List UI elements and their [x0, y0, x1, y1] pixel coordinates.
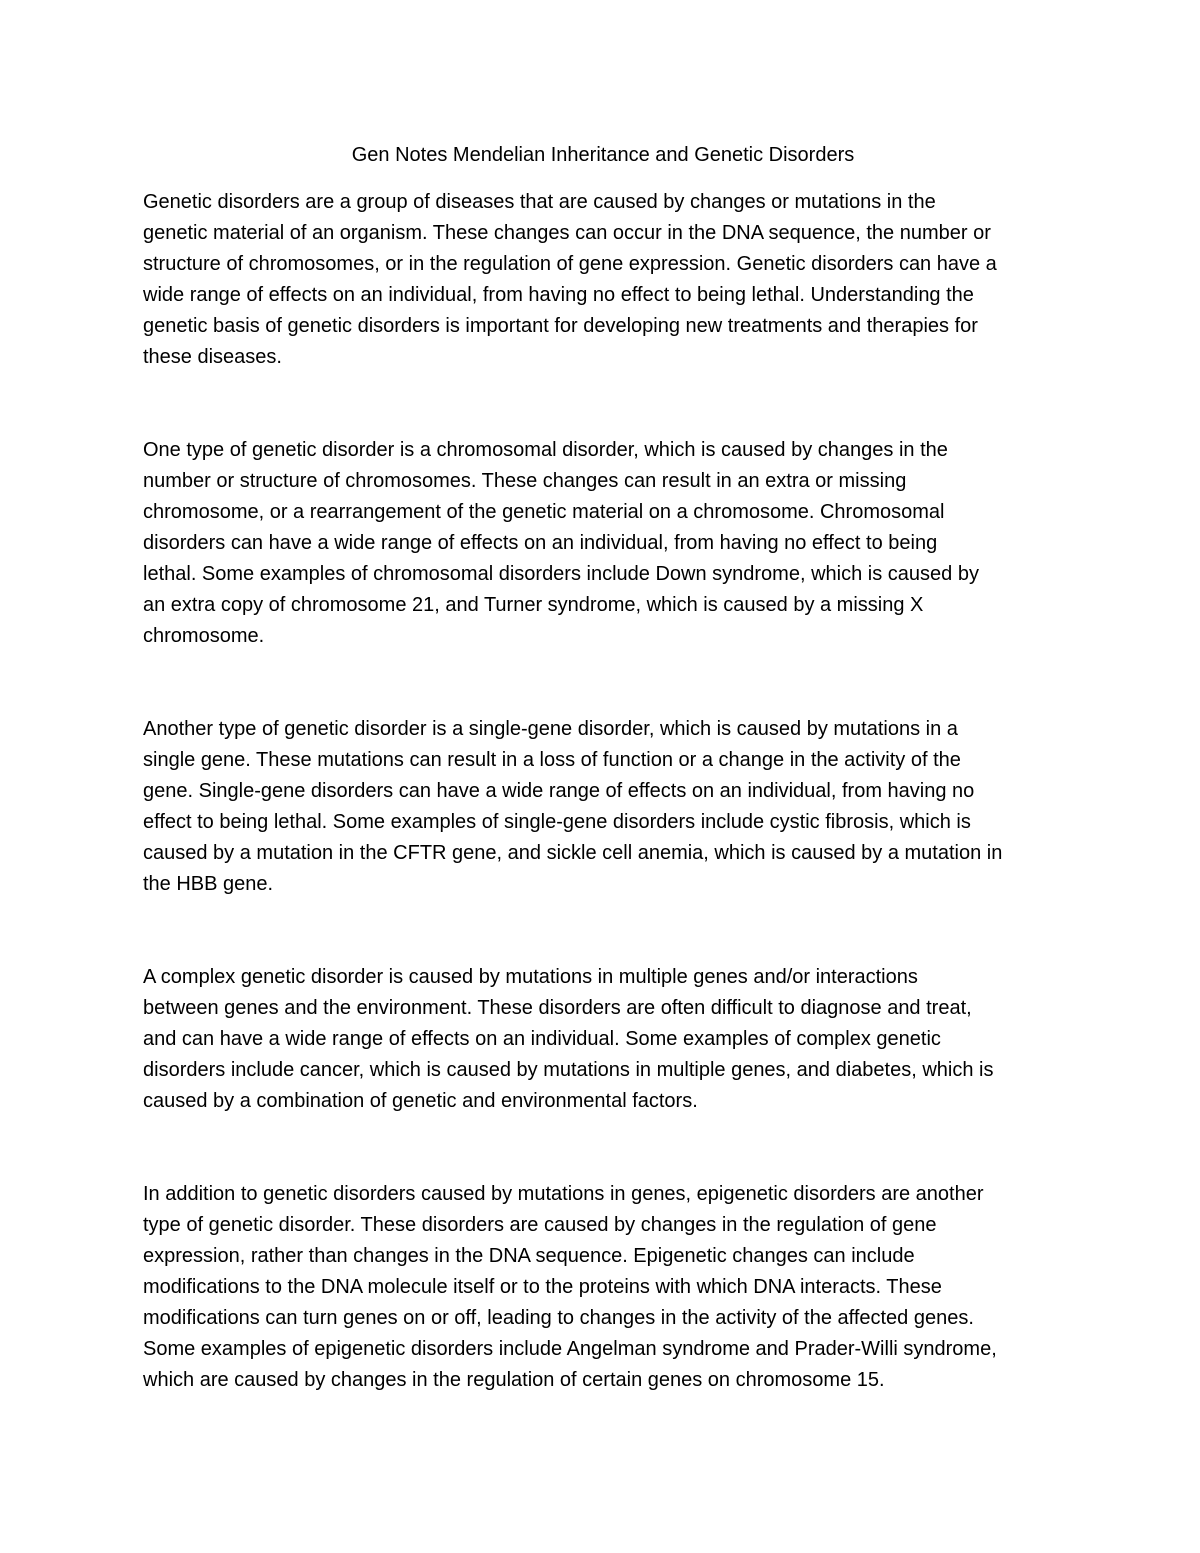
- paragraph-epigenetic-disorders: In addition to genetic disorders caused by mutations in genes, epigenetic disorders are another type of genetic disorder. These disorders are caused by changes in the regulation of gene expression, rather than changes in the DNA sequence. Epigenetic changes can include modifications to the DNA molecule itself or to the proteins with which DNA interacts. These modifications can turn genes on or off, leading to changes in the activity of the affected genes. Some examples of epigenetic disorders include Angelman syndrome and Prader-Willi syndrome, which are caused by changes in the regulation of certain genes on chromosome 15.: [143, 1183, 997, 1391]
- paragraph-complex-genetic-disorders: A complex genetic disorder is caused by mutations in multiple genes and/or interactions between genes and the environment. These disorders are often difficult to diagnose and treat, and can have a wide range of effects on an individual. Some examples of complex genetic disorders include cancer, which is caused by mutations in multiple genes, and diabetes, which is caused by a combination of genetic and environmental factors.: [143, 966, 994, 1112]
- paragraph-genetic-disorders-intro: Genetic disorders are a group of diseases that are caused by changes or mutations in the genetic material of an organism. These changes can occur in the DNA sequence, the number or structure of chromosomes, or in the regulation of gene expression. Genetic disorders can have a wide range of effects on an individual, from having no effect to being lethal. Understanding the genetic basis of genetic disorders is important for developing new treatments and therapies for these diseases.: [143, 191, 997, 368]
- paragraph-single-gene-disorders: Another type of genetic disorder is a single-gene disorder, which is caused by mutations in a single gene. These mutations can result in a loss of function or a change in the activity of the gene. Single-gene disorders can have a wide range of effects on an individual, from having no effect to being lethal. Some examples of single-gene disorders include cystic fibrosis, which is caused by a mutation in the CFTR gene, and sickle cell anemia, which is caused by a mutation in the HBB gene.: [143, 718, 1003, 895]
- document-title: Gen Notes Mendelian Inheritance and Genetic Disorders: [351, 144, 855, 166]
- paragraph-chromosomal-disorders: One type of genetic disorder is a chromosomal disorder, which is caused by changes in the number or structure of chromosomes. These changes can result in an extra or missing chromosome, or a rearrangement of the genetic material on a chromosome. Chromosomal disorders can have a wide range of effects on an individual, from having no effect to being lethal. Some examples of chromosomal disorders include Down syndrome, which is caused by an extra copy of chromosome 21, and Turner syndrome, which is caused by a missing X chromosome.: [143, 439, 979, 647]
- document-body: [143, 140, 1063, 1396]
